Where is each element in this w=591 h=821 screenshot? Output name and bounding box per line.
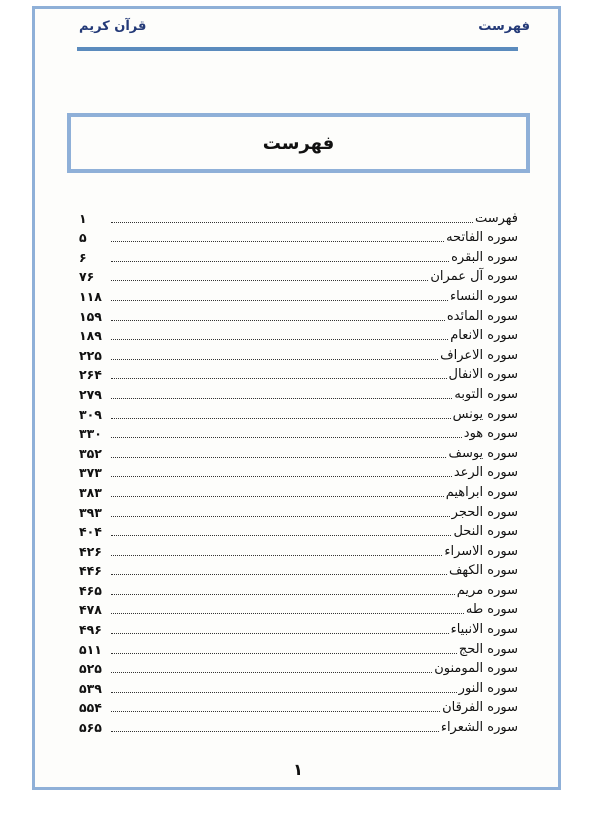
toc-entry-page: ۴۹۶ (79, 622, 102, 638)
toc-entry-page: ۱۵۹ (79, 308, 102, 324)
toc-dot-leader (111, 457, 446, 458)
toc-entry-page: ۳۳۰ (79, 426, 102, 442)
toc-entry-title: سوره المائده (446, 308, 518, 324)
toc-entry[interactable] (79, 560, 518, 580)
toc-dot-leader (111, 241, 444, 242)
toc-entry[interactable] (79, 481, 518, 501)
toc-entry-page: ۵۲۵ (79, 661, 102, 677)
header-divider (77, 47, 518, 51)
toc-dot-leader (111, 398, 452, 399)
toc-entry[interactable] (79, 579, 518, 599)
toc-title-box (67, 113, 530, 173)
toc-entry[interactable] (79, 697, 518, 717)
toc-entry[interactable] (79, 462, 518, 482)
toc-entry-title: سوره الشعراء (440, 720, 518, 736)
toc-entry[interactable] (79, 383, 518, 403)
toc-dot-leader (111, 555, 442, 556)
toc-dot-leader (111, 320, 445, 321)
toc-entry[interactable] (79, 638, 518, 658)
toc-entry-page: ۴۴۶ (79, 563, 102, 579)
toc-entry-page: ۵۶۵ (79, 720, 102, 736)
toc-entry[interactable] (79, 364, 518, 384)
toc-entry[interactable] (79, 716, 518, 736)
page-number: ۱ (293, 760, 303, 779)
toc-entry-title: سوره طه (465, 602, 518, 618)
toc-entry-title: سوره الحج (458, 641, 518, 657)
toc-dot-leader (111, 476, 452, 477)
toc-entry-page: ۲۶۴ (79, 367, 102, 383)
toc-entry-page: ۳۸۳ (79, 484, 102, 500)
toc-dot-leader (111, 594, 455, 595)
toc-dot-leader (111, 261, 449, 262)
toc-dot-leader (111, 280, 428, 281)
toc-dot-leader (111, 574, 447, 575)
toc-dot-leader (111, 496, 444, 497)
toc-entry[interactable] (79, 442, 518, 462)
toc-entry[interactable] (79, 501, 518, 521)
toc-entry-title: فهرست (474, 210, 518, 226)
toc-entry[interactable] (79, 207, 518, 227)
toc-dot-leader (111, 378, 447, 379)
toc-entry-page: ۳۰۹ (79, 406, 102, 422)
toc-entry-title: سوره النحل (453, 524, 518, 540)
toc-dot-leader (111, 731, 439, 732)
toc-entry-page: ۵۳۹ (79, 680, 102, 696)
toc-dot-leader (111, 613, 464, 614)
toc-entry[interactable] (79, 325, 518, 345)
toc-entry-page: ۴۶۵ (79, 582, 102, 598)
toc-entry-page: ۳۷۳ (79, 465, 102, 481)
toc-entry[interactable] (79, 403, 518, 423)
toc-entry[interactable] (79, 227, 518, 247)
toc-entry[interactable] (79, 677, 518, 697)
toc-entry-title: سوره الرعد (453, 465, 518, 481)
toc-entry-title: سوره النساء (450, 288, 518, 304)
toc-entry-title: سوره یونس (452, 406, 518, 422)
toc-entry-title: سوره الاعراف (440, 347, 518, 363)
toc-entry-page: ۴۷۸ (79, 602, 102, 618)
toc-dot-leader (111, 516, 450, 517)
toc-entry[interactable] (79, 305, 518, 325)
toc-entry-page: ۳۵۲ (79, 445, 102, 461)
toc-entry-title: سوره النور (458, 680, 518, 696)
toc-entry-title: سوره الفرقان (442, 700, 518, 716)
toc-dot-leader (111, 359, 438, 360)
toc-entry-title: سوره الانفال (448, 367, 518, 383)
toc-entry-page: ۴۲۶ (79, 543, 102, 559)
toc-entry-title: سوره هود (463, 426, 518, 442)
toc-entry-title: سوره الانعام (450, 328, 518, 344)
toc-entry[interactable] (79, 246, 518, 266)
toc-entry[interactable] (79, 618, 518, 638)
toc-heading: فهرست (262, 132, 335, 154)
toc-entry[interactable] (79, 521, 518, 541)
toc-entry-title: سوره الاسراء (444, 543, 518, 559)
toc-dot-leader (111, 711, 440, 712)
toc-entry-title: سوره ابراهیم (445, 484, 518, 500)
toc-entry-title: سوره الحجر (451, 504, 518, 520)
toc-entry-title: سوره المومنون (434, 661, 518, 677)
toc-dot-leader (111, 437, 462, 438)
toc-entry-page: ۷۶ (79, 269, 95, 285)
toc-entry-title: سوره البقره (451, 249, 518, 265)
toc-entry-title: سوره یوسف (448, 445, 518, 461)
toc-dot-leader (111, 672, 432, 673)
toc-dot-leader (111, 418, 451, 419)
toc-entry-page: ۵۱۱ (79, 641, 102, 657)
toc-dot-leader (111, 692, 457, 693)
toc-entry-page: ۱۱۸ (79, 288, 102, 304)
toc-entry[interactable] (79, 540, 518, 560)
toc-entry-page: ۱ (79, 210, 87, 226)
toc-entry-page: ۶ (79, 249, 87, 265)
toc-dot-leader (111, 653, 457, 654)
toc-entry-title: سوره الانبیاء (450, 622, 518, 638)
toc-entry-title: سوره الکهف (448, 563, 518, 579)
toc-dot-leader (111, 222, 473, 223)
toc-entry-page: ۴۰۴ (79, 524, 102, 540)
toc-dot-leader (111, 633, 449, 634)
toc-entry-page: ۲۷۹ (79, 386, 102, 402)
toc-entry[interactable] (79, 266, 518, 286)
table-of-contents (79, 207, 518, 736)
toc-entry-page: ۳۹۳ (79, 504, 102, 520)
toc-entry-page: ۱۸۹ (79, 328, 102, 344)
toc-entry[interactable] (79, 285, 518, 305)
toc-dot-leader (111, 535, 451, 536)
toc-dot-leader (111, 300, 448, 301)
header-book-title: قرآن کریم (79, 19, 147, 34)
toc-entry[interactable] (79, 599, 518, 619)
toc-entry-page: ۵۵۴ (79, 700, 102, 716)
toc-entry-title: سوره التوبه (454, 386, 518, 402)
toc-entry[interactable] (79, 344, 518, 364)
toc-entry[interactable] (79, 423, 518, 443)
toc-entry-title: سوره آل عمران (430, 269, 518, 285)
toc-entry-page: ۵ (79, 230, 87, 246)
toc-dot-leader (111, 339, 448, 340)
toc-entry[interactable] (79, 658, 518, 678)
header-section-title: فهرست (478, 19, 530, 34)
toc-entry-title: سوره الفاتحه (446, 230, 518, 246)
toc-entry-title: سوره مریم (456, 582, 518, 598)
toc-entry-page: ۲۲۵ (79, 347, 102, 363)
